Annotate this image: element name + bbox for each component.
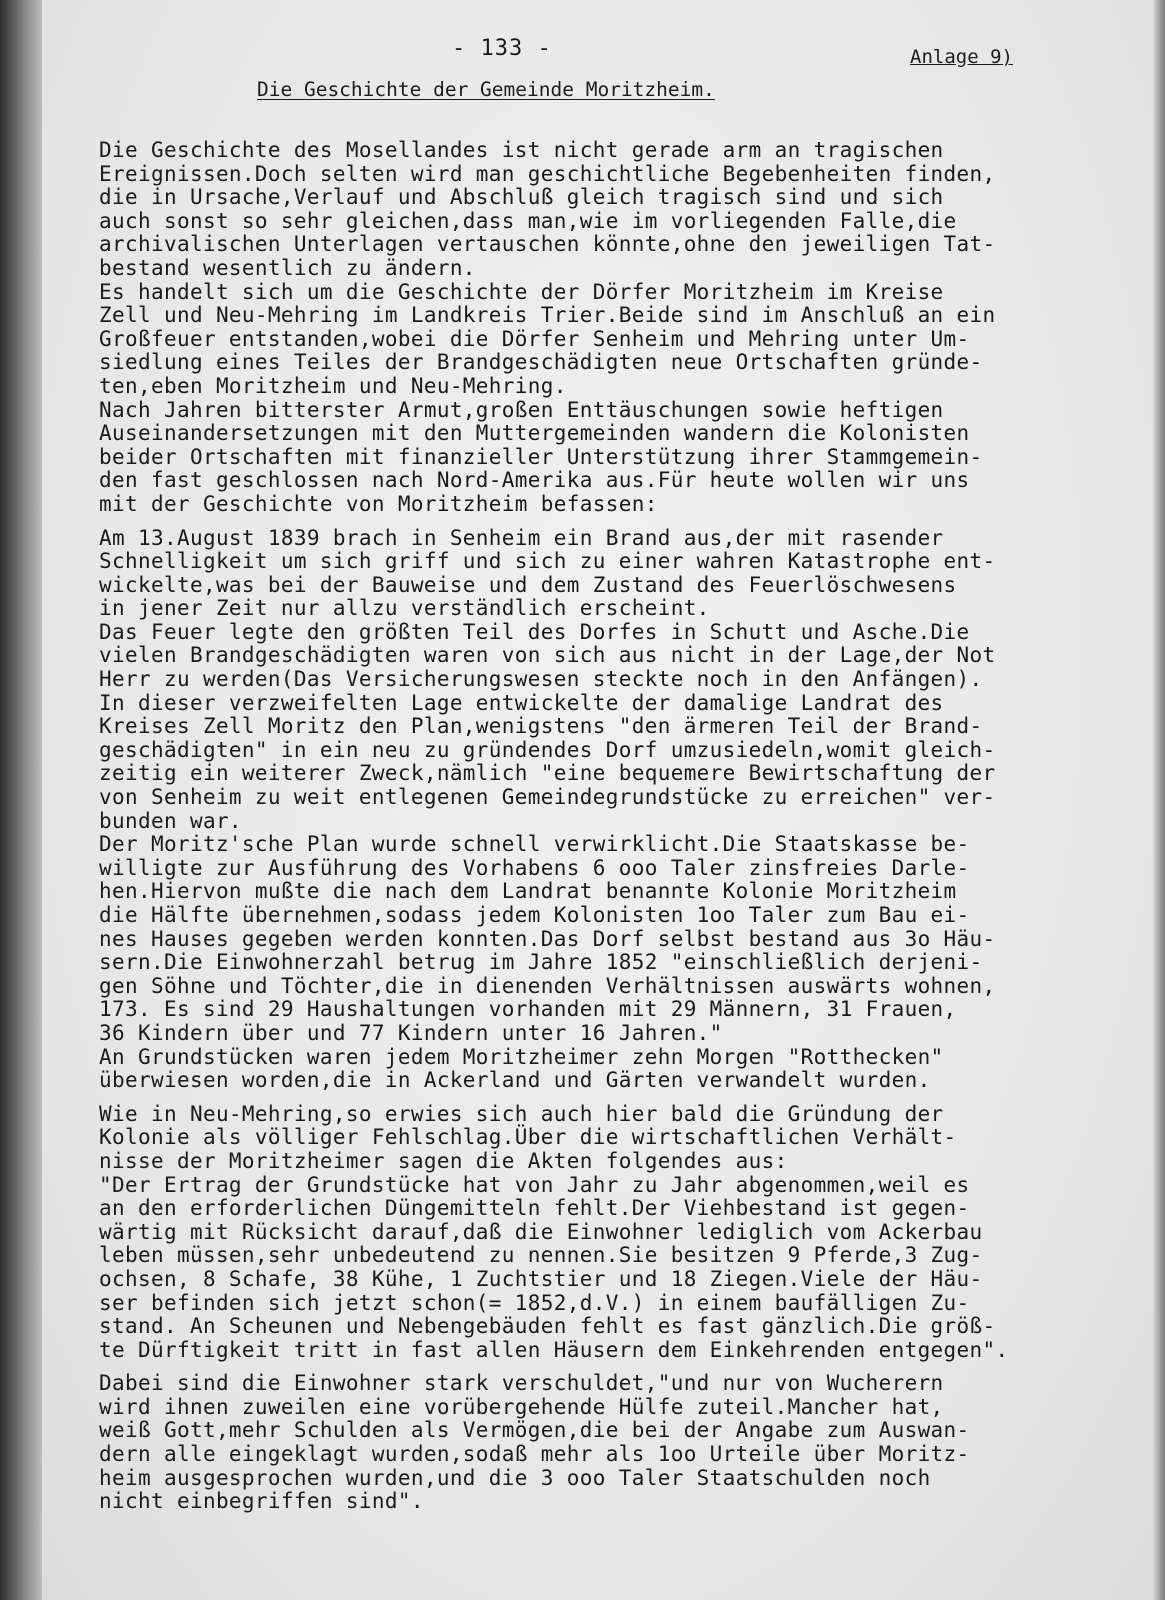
text-line: leben müssen,sehr unbedeutend zu nennen.Sie besitzen 9 Pferde,3 Zug- xyxy=(99,1243,983,1268)
text-line: nes Hauses gegeben werden konnten.Das Dorf selbst bestand aus 3o Häu- xyxy=(99,926,996,951)
text-line: Die Geschichte des Mosellandes ist nicht gerade arm an tragischen xyxy=(99,138,944,162)
text-line: wird ihnen zuweilen eine vorübergehende Hülfe zuteil.Mancher hat, xyxy=(99,1394,944,1419)
text-line: ser befinden sich jetzt schon(= 1852,d.V.) in einem baufälligen Zu- xyxy=(99,1290,970,1315)
text-line: te Dürftigkeit tritt in fast allen Häusern dem Einkehrenden entgegen". xyxy=(99,1337,1009,1362)
text-line: Großfeuer entstanden,wobei die Dörfer Senheim und Mehring unter Um- xyxy=(99,326,970,351)
text-line: die Hälfte übernehmen,sodass jedem Kolonisten 1oo Taler zum Bau ei- xyxy=(99,903,970,927)
scan-right-edge xyxy=(1153,0,1165,1600)
text-line: Wie in Neu-Mehring,so erwies sich auch hier bald die Gründung der xyxy=(99,1101,944,1126)
text-line: Am 13.August 1839 brach in Senheim ein Brand aus,der mit rasender xyxy=(99,525,944,550)
text-line: den fast geschlossen nach Nord-Amerika aus.Für heute wollen wir uns xyxy=(99,468,970,493)
document-title: Die Geschichte der Gemeinde Moritzheim. xyxy=(257,78,715,101)
text-line: überwiesen worden,die in Ackerland und Gärten verwandelt wurden. xyxy=(99,1068,931,1093)
text-line: archivalischen Unterlagen vertauschen könnte,ohne den jeweiligen Tat- xyxy=(99,232,996,257)
text-line: Es handelt sich um die Geschichte der Dörfer Moritzheim im Kreise xyxy=(99,279,944,304)
text-line: hen.Hiervon mußte die nach dem Landrat benannte Kolonie Moritzheim xyxy=(99,879,957,904)
page-number: - 133 - xyxy=(452,36,552,61)
text-line: mit der Geschichte von Moritzheim befassen: xyxy=(99,491,658,516)
text-line: auch sonst so sehr gleichen,dass man,wie im vorliegenden Falle,die xyxy=(99,208,957,233)
text-line: 36 Kindern über und 77 Kindern unter 16 Jahren." xyxy=(99,1020,723,1045)
text-line: nicht einbegriffen sind". xyxy=(99,1489,424,1514)
paragraph xyxy=(99,139,1144,517)
text-line: Zell und Neu-Mehring im Landkreis Trier.Beide sind im Anschluß an ein xyxy=(99,303,996,328)
text-line: Ereignissen.Doch selten wird man geschichtliche Begebenheiten finden, xyxy=(99,161,996,186)
paragraph xyxy=(99,1372,1144,1514)
text-line: stand. An Scheunen und Nebengebäuden fehlt es fast gänzlich.Die größ- xyxy=(99,1314,996,1339)
text-line: nisse der Moritzheimer sagen die Akten folgendes aus: xyxy=(99,1148,788,1173)
text-line: Nach Jahren bitterster Armut,großen Enttäuschungen sowie heftigen xyxy=(99,397,944,422)
text-line: ochsen, 8 Schafe, 38 Kühe, 1 Zuchtstier und 18 Ziegen.Viele der Häu- xyxy=(99,1266,983,1291)
text-line: vielen Brandgeschädigten waren von sich aus nicht in der Lage,der Not xyxy=(99,643,996,668)
body-text xyxy=(99,139,1144,1514)
document-page xyxy=(42,0,1153,1600)
text-line: weiß Gott,mehr Schulden als Vermögen,die bei der Angabe zum Auswan- xyxy=(99,1418,970,1443)
text-line: Das Feuer legte den größten Teil des Dorfes in Schutt und Asche.Die xyxy=(99,619,970,644)
appendix-label: Anlage 9) xyxy=(910,46,1013,68)
text-line: 173. Es sind 29 Haushaltungen vorhanden mit 29 Männern, 31 Frauen, xyxy=(99,997,957,1022)
paragraph xyxy=(99,527,1144,1093)
text-line: beider Ortschaften mit finanzieller Unterstützung ihrer Stammgemein- xyxy=(99,444,983,469)
text-line: die in Ursache,Verlauf und Abschluß gleich tragisch sind und sich xyxy=(99,185,944,210)
text-line: dern alle eingeklagt wurden,sodaß mehr als 1oo Urteile über Moritz- xyxy=(99,1442,970,1467)
text-line: wickelte,was bei der Bauweise und dem Zustand des Feuerlöschwesens xyxy=(99,572,957,597)
text-line: Kolonie als völliger Fehlschlag.Über die wirtschaftlichen Verhält- xyxy=(99,1125,957,1150)
text-line: Schnelligkeit um sich griff und sich zu einer wahren Katastrophe ent- xyxy=(99,549,996,574)
text-line: heim ausgesprochen wurden,und die 3 ooo Taler Staatschulden noch xyxy=(99,1465,931,1490)
text-line: Dabei sind die Einwohner stark verschuldet,"und nur von Wucherern xyxy=(99,1371,944,1396)
text-line: von Senheim zu weit entlegenen Gemeindegrundstücke zu erreichen" ver- xyxy=(99,785,996,810)
text-line: "Der Ertrag der Grundstücke hat von Jahr zu Jahr abgenommen,weil es xyxy=(99,1172,970,1197)
text-line: An Grundstücken waren jedem Moritzheimer zehn Morgen "Rotthecken" xyxy=(99,1044,944,1069)
text-line: Herr zu werden(Das Versicherungswesen steckte noch in den Anfängen). xyxy=(99,667,983,692)
text-line: sern.Die Einwohnerzahl betrug im Jahre 1852 "einschließlich derjeni- xyxy=(99,950,983,975)
text-line: siedlung eines Teiles der Brandgeschädigten neue Ortschaften gründe- xyxy=(99,350,983,375)
text-line: Der Moritz'sche Plan wurde schnell verwirklicht.Die Staatskasse be- xyxy=(99,832,970,857)
text-line: an den erforderlichen Düngemitteln fehlt.Der Viehbestand ist gegen- xyxy=(99,1196,970,1221)
text-line: in jener Zeit nur allzu verständlich erscheint. xyxy=(99,596,710,621)
text-line: ten,eben Moritzheim und Neu-Mehring. xyxy=(99,373,567,398)
text-line: bunden war. xyxy=(99,808,242,833)
text-line: zeitig ein weiterer Zweck,nämlich "eine bequemere Bewirtschaftung der xyxy=(99,761,996,786)
text-line: gen Söhne und Töchter,die in dienenden Verhältnissen auswärts wohnen, xyxy=(99,973,996,998)
text-line: In dieser verzweifelten Lage entwickelte der damalige Landrat des xyxy=(99,690,944,715)
text-line: Kreises Zell Moritz den Plan,wenigstens "den ärmeren Teil der Brand- xyxy=(99,714,983,739)
text-line: willigte zur Ausführung des Vorhabens 6 ooo Taler zinsfreies Darle- xyxy=(99,855,970,880)
text-line: Auseinandersetzungen mit den Muttergemeinden wandern die Kolonisten xyxy=(99,421,970,446)
text-line: bestand wesentlich zu ändern. xyxy=(99,255,476,280)
paragraph xyxy=(99,1103,1144,1363)
text-line: wärtig mit Rücksicht darauf,daß die Einwohner lediglich vom Ackerbau xyxy=(99,1219,983,1244)
text-line: geschädigten" in ein neu zu gründendes Dorf umzusiedeln,womit gleich- xyxy=(99,737,996,762)
scan-left-edge xyxy=(0,0,42,1600)
